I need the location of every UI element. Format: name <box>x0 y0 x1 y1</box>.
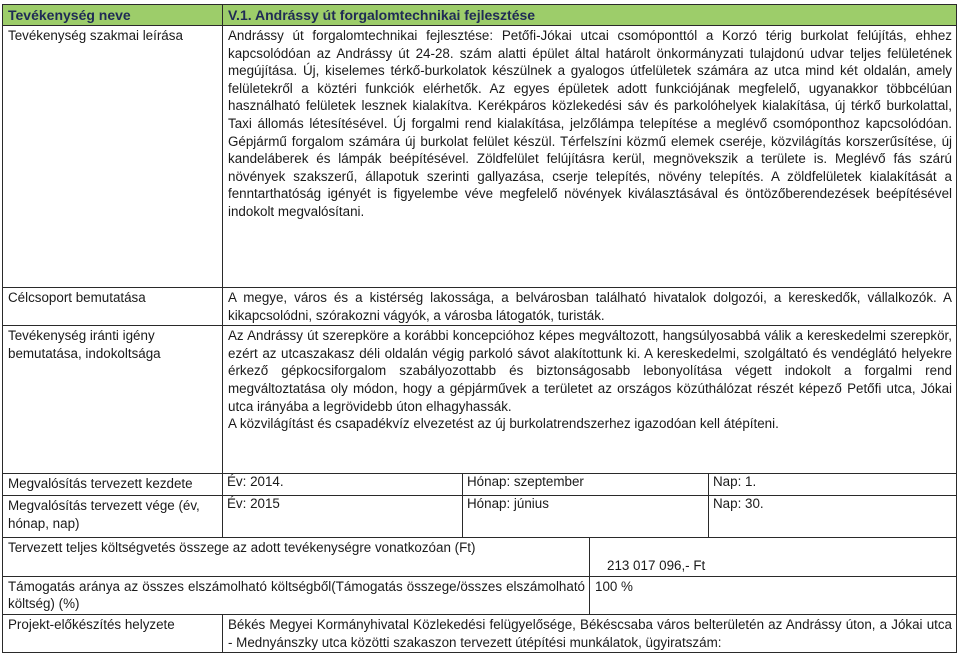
target-group-row <box>3 288 957 326</box>
start-row <box>3 474 957 496</box>
budget-value: 213 017 096,- Ft <box>590 538 957 577</box>
need-text-cell <box>223 326 957 474</box>
budget-row <box>3 538 957 577</box>
activity-name-row <box>3 5 957 26</box>
end-month: Hónap: június <box>463 495 709 538</box>
ratio-label: Támogatás aránya az összes elszámolható költségből(Támogatás összege/összes elszámolható költség) (%) <box>3 576 590 614</box>
start-year: Év: 2014. <box>223 473 463 496</box>
start-values <box>223 474 957 496</box>
need-row <box>3 326 957 474</box>
description-label: Tevékenység szakmai leírása <box>3 26 223 288</box>
description-row <box>3 26 957 288</box>
prep-text: Békés Megyei Kormányhivatal Közlekedési felügyelősége, Békéscsaba város belterületén az Andrássy úton, a Jókai utca - Mednyánszky utca közötti szakaszon tervezett útépítési munkálatok, ügyiratszám: <box>223 614 957 652</box>
start-day: Nap: 1. <box>713 474 757 490</box>
budget-label: Tervezett teljes költségvetés összege az adott tevékenységre vonatkozóan (Ft) <box>3 538 590 577</box>
start-label: Megvalósítás tervezett kezdete <box>3 474 223 496</box>
prep-row <box>3 614 957 652</box>
end-values <box>223 496 957 538</box>
activity-name-label: Tevékenység neve <box>3 5 223 26</box>
target-group-label: Célcsoport bemutatása <box>3 288 223 326</box>
target-group-text: A megye, város és a kistérség lakossága, a belvárosban található hivatalok dolgozói, a kereskedők, vállalkozók. A kikapcsolódni, szórakozni vágyók, a városba látogatók, turisták. <box>223 288 957 326</box>
ratio-row <box>3 576 957 614</box>
need-text-2: A közvilágítást és csapadékvíz elvezetést az új burkolatrendszerhez igazodóan kell átépíteni. <box>228 416 779 432</box>
end-year: Év: 2015 <box>223 495 463 538</box>
start-month: Hónap: szeptember <box>463 473 709 496</box>
activity-name-value: V.1. Andrássy út forgalomtechnikai fejlesztése <box>223 5 957 26</box>
activity-table <box>2 4 957 653</box>
prep-label: Projekt-előkészítés helyzete <box>3 614 223 652</box>
need-label: Tevékenység iránti igény bemutatása, indokoltsága <box>3 326 223 474</box>
end-day: Nap: 30. <box>713 496 764 512</box>
ratio-value: 100 % <box>590 576 957 614</box>
description-text: Andrássy út forgalomtechnikai fejlesztése: Petőfi-Jókai utcai csomóponttól a Korzó térig burkolat felújítás, ehhez kapcsolódóan az Andrássy út 24-28. szám alatti épület által határolt önkormányzati tulajdonú udvar teljes felületének megújítása. Új, kiselemes térkő-burkolatok készülnek a gyalogos útfelületek számára az utca mind két oldalán, amely felületekről a köztéri funkciók elérhetők. Az egyes épületek adott funkciójának megfelelő, ugyanakkor többcélúan használható felületek lesznek kialakítva. Kerékpáros közlekedési sáv és parkolóhelyek kialakítása, új térkő burkolattal, Taxi állomás létesítésével. Új forgalmi rend kialakítása, jelzőlámpa telepítése a meglévő csomóponthoz kapcsolódóan. Gépjármű forgalom számára új burkolat felület készül. Térfelszíni közmű elemek cseréje, közvilágítás korszerűsítése, új kandeláberek és lámpák beépítésével. Zöldfelület felújításra kerül, megnövekszik a területe is. Meglévő fás szárú növények szakszerű, állapotuk szerinti gallyazása, cserje telepítés, növény telepítés. A zöldfelületek kialakítását a fenntarthatóság igényét is figyelembe véve megfelelő növények kiválasztásával és öntözőberendezések beépítésével indokolt megvalósítani. <box>223 26 957 288</box>
need-text-1: Az Andrássy út szerepköre a korábbi koncepcióhoz képes megváltozott, hangsúlyosabbá válik a kereskedelmi szerepkör, ezért az utcaszakasz déli oldalán végig parkoló sávot alakítottunk ki. A kereskedelmi, szolgáltató és vendéglátó helyekre érkező gépkocsiforgalom szabályozottabb és biztonságosabb lebonyolítása végett indokolt a forgalmi rend megváltoztatása oly módon, hogy a gépjárművek a területet az országos közúthálózat részét képező Petőfi utca, Jókai utca irányába a legrövidebb úton elhagyhassák. <box>228 328 952 414</box>
end-row <box>3 496 957 538</box>
end-label: Megvalósítás tervezett vége (év, hónap, nap) <box>3 496 223 538</box>
